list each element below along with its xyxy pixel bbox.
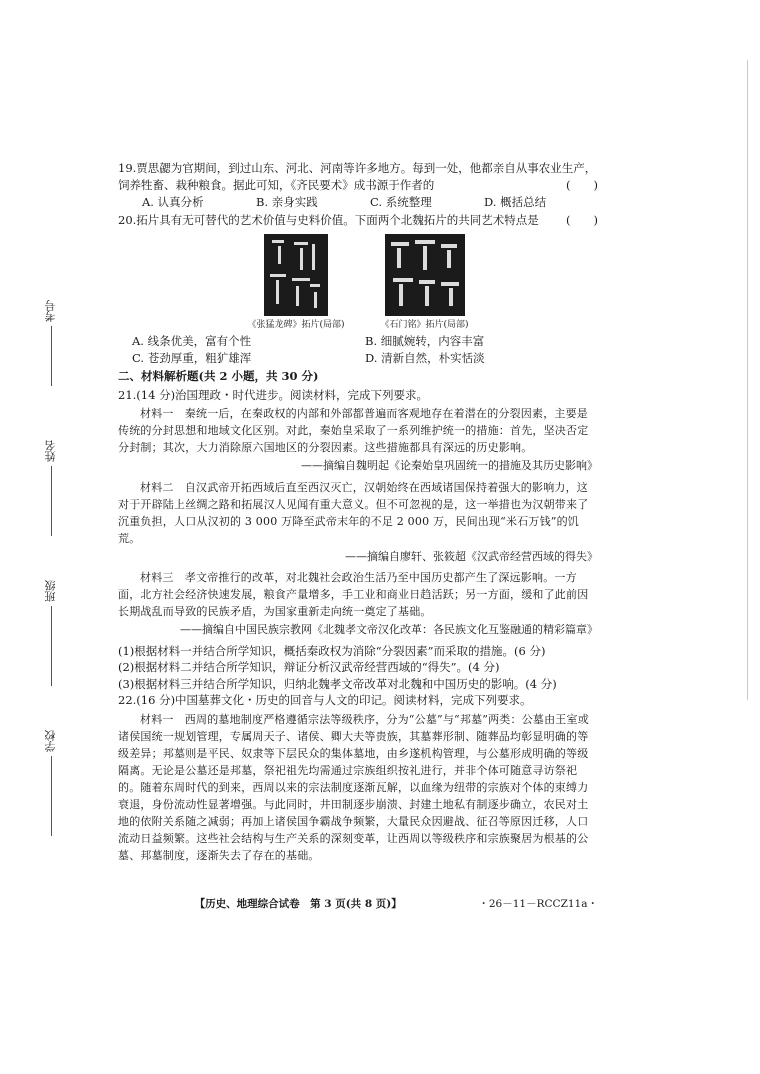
exam-content <box>118 160 598 864</box>
question-19-options <box>118 194 598 211</box>
side-field-school-line <box>51 756 52 836</box>
question-20-options <box>118 333 598 366</box>
question-20-option-b: B. 细腻婉转，内容丰富 <box>365 334 485 348</box>
side-field-class-line <box>51 606 52 686</box>
question-19-answer-paren: ( ) <box>566 177 598 192</box>
side-field-class <box>40 580 62 686</box>
side-field-name-line <box>51 466 52 536</box>
question-21-task-1: (1)根据材料一并结合所学知识，概括秦政权为消除“分裂因素”而采取的措施。(6 分) <box>118 643 546 658</box>
question-21-material-2-source: ——摘编自廖轩、张筱超《汉武帝经营西域的得失》 <box>345 549 598 563</box>
question-19-option-a: A. 认真分析 <box>142 195 204 209</box>
question-20-option-a: A. 线条优美，富有个性 <box>132 334 252 348</box>
question-21-stem: 21.(14 分)治国理政・时代进步。阅读材料，完成下列要求。 <box>118 387 429 402</box>
question-21-material-1: 材料一 秦统一后，在秦政权的内部和外部都普遍而客观地存在着潜在的分裂因素，主要是传统的分封思想和地域文化区别。对此，秦始皇采取了一系列维护统一的措施：首先，坚决否定分封制；其次，大力消除原六国地区的分裂因素。这些措施都具有深远的历史影响。 <box>118 407 589 454</box>
question-20-stem: 20.拓片具有无可替代的艺术价值与史料价值。下面两个北魏拓片的共同艺术特点是 <box>118 212 539 227</box>
side-field-name <box>40 440 62 536</box>
question-20 <box>118 212 598 229</box>
side-field-school <box>40 730 62 836</box>
question-21-material-1-source: ——摘编自魏明起《论秦始皇巩固统一的措施及其历史影响》 <box>301 459 598 472</box>
rubbing-shimen-ming-caption: 《石门铭》拓片(局部) <box>380 320 469 330</box>
side-field-name-label: 姓名 <box>44 440 57 462</box>
question-19-stem: 19.贾思勰为官期间，到过山东、河北、河南等许多地方。每到一处，他都亲自从事农业生产，饲养牲畜、栽种粮食。据此可知，《齐民要术》成书源于作者的 <box>118 161 597 192</box>
side-field-exam-no-line <box>51 326 52 386</box>
question-21-material-3-source: ——摘编自中国民族宗教网《北魏孝文帝汉化改革：各民族文化互鉴融通的精彩篇章》 <box>180 623 598 636</box>
section-2-heading: 二、材料解析题(共 2 小题，共 30 分) <box>118 369 319 383</box>
question-22-material-1: 材料一 西周的墓地制度严格遵循宗法等级秩序，分为“公墓”与“邦墓”两类：公墓由王室或诸侯国统一规划管理，专属周天子、诸侯、卿大夫等贵族，其墓葬形制、随葬品均彰显明确的等级差异；邦墓则是平民、奴隶等下层民众的集体墓地，由乡遂机构管理，与公墓形成明确的等级隔离。无论是公墓还是邦墓，祭祀祖先均需通过宗族组织按礼进行，并非个体可随意寻访祭祀的。随着东周时代的到来，西周以来的宗法制度逐渐瓦解，以血缘为纽带的宗族对个体的束缚力衰退，身份流动性显著增强。与此同时，井田制逐步崩溃、封建土地私有制逐步确立，农民对土地的依附关系随之减弱；再加上诸侯国争霸战争频繁，大量民众因避战、征召等原因迁移，人口流动日益频繁。这些社会结构与生产关系的深刻变革，让西周以等级秩序和宗族聚居为根基的公墓、邦墓制度，逐渐失去了存在的基础。 <box>118 712 589 862</box>
rubbing-figures <box>118 234 598 331</box>
question-21-material-2: 材料二 自汉武帝开拓西域后直至西汉灭亡，汉朝始终在西域诸国保持着强大的影响力，这对于开辟陆上丝绸之路和拓展汉人见闻有重大意义。但不可忽视的是，这一举措也为汉朝带来了沉重负担，人口从汉初的 3 000 万降至武帝末年的不足 2 000 万，民间出现“米石万钱”的饥荒。 <box>118 480 589 545</box>
rubbing-shimen-ming <box>381 234 469 331</box>
question-19 <box>118 160 598 193</box>
side-field-class-label: 班级 <box>44 580 57 602</box>
question-19-option-b: B. 亲身实践 <box>256 195 318 209</box>
question-21-task-3: (3)根据材料三并结合所学知识，归纳北魏孝文帝改革对北魏和中国历史的影响。(4 分) <box>118 676 557 691</box>
question-21-task-2: (2)根据材料二并结合所学知识，辩证分析汉武帝经营西域的“得失”。(4 分) <box>118 660 500 674</box>
rubbing-zhang-menglong-image <box>264 234 328 316</box>
question-20-answer-paren: ( ) <box>566 212 598 227</box>
rubbing-zhang-menglong-caption: 《张猛龙碑》拓片(局部) <box>247 320 345 330</box>
side-field-school-label: 学校 <box>44 730 57 752</box>
rubbing-zhang-menglong <box>247 234 344 331</box>
side-field-exam-no <box>40 300 62 386</box>
question-19-option-c: C. 系统整理 <box>370 195 432 209</box>
question-21-material-3: 材料三 孝文帝推行的改革，对北魏社会政治生活乃至中国历史都产生了深远影响。一方面，北方社会经济快速发展，粮食产量增多，手工业和商业日趋活跃；另一方面，缓和了此前因长期战乱而导致的民族矛盾，为国家重新走向统一奠定了基础。 <box>118 571 589 618</box>
question-20-option-d: D. 清新自然，朴实恬淡 <box>365 350 485 365</box>
page-edge-line <box>747 60 748 700</box>
question-20-option-c: C. 苍劲厚重，粗犷雄浑 <box>132 350 252 365</box>
footer-code: ・26－11－RCCZ11a・ <box>478 898 598 910</box>
footer-title: 【历史、地理综合试卷 第 3 页(共 8 页)】 <box>194 898 402 910</box>
side-field-exam-no-label: 考号 <box>44 300 57 322</box>
question-19-option-d: D. 概括总结 <box>484 195 547 209</box>
rubbing-shimen-ming-image <box>385 234 465 316</box>
page-footer <box>118 896 598 911</box>
question-22-stem: 22.(16 分)中国墓葬文化・历史的回音与人文的印记。阅读材料，完成下列要求。 <box>118 693 532 707</box>
